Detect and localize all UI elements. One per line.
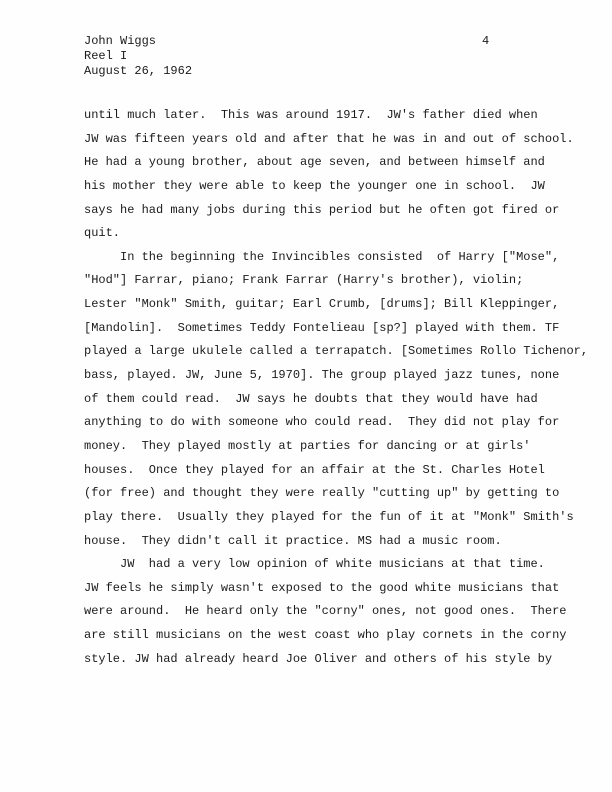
text-line: "Hod"] Farrar, piano; Frank Farrar (Harry's brother), violin; [84,273,524,288]
text-line: quit. [84,226,121,241]
text-line: He had a young brother, about age seven, and between himself and [84,155,545,170]
text-line: houses. Once they played for an affair at the St. Charles Hotel [84,462,545,477]
text-line: were around. He heard only the "corny" ones, not good ones. There [84,604,567,619]
text-line: style. JW had already heard Joe Oliver and others of his style by [84,651,553,666]
text-line: JW was fifteen years old and after that he was in and out of school. [84,131,574,146]
text-line: his mother they were able to keep the younger one in school. JW [84,178,545,193]
text-line: played a large ukulele called a terrapatch. [Sometimes Rollo Tichenor, [84,344,589,359]
text-line: are still musicians on the west coast who play cornets in the corny [84,628,567,643]
text-line: JW feels he simply wasn't exposed to the good white musicians that [84,580,560,595]
text-line: says he had many jobs during this period but he often got fired or [84,202,560,217]
text-line: money. They played mostly at parties for dancing or at girls' [84,438,531,453]
page-header [84,34,192,79]
text-line: bass, played. JW, June 5, 1970]. The group played jazz tunes, none [84,368,560,383]
reel-label: Reel I [84,49,128,63]
text-line: JW had a very low opinion of white musicians at that time. [84,557,545,572]
text-line: (for free) and thought they were really "cutting up" by getting to [84,486,560,501]
interview-date: August 26, 1962 [84,64,193,78]
text-line: of them could read. JW says he doubts that they would have had [84,391,538,406]
page-number: 4 [482,34,490,48]
text-line: play there. Usually they played for the fun of it at "Monk" Smith's [84,509,574,524]
text-line: [Mandolin]. Sometimes Teddy Fontelieau [sp?] played with them. TF [84,320,560,335]
text-line: until much later. This was around 1917. JW's father died when [84,108,538,122]
text-line: house. They didn't call it practice. MS had a music room. [84,533,502,548]
text-line: Lester "Monk" Smith, guitar; Earl Crumb, [drums]; Bill Kleppinger, [84,297,560,312]
interviewee-name: John Wiggs [84,34,157,48]
text-line: In the beginning the Invincibles consisted of Harry ["Mose", [84,249,560,264]
text-line: anything to do with someone who could read. They did not play for [84,415,560,430]
transcript-body [84,104,604,671]
